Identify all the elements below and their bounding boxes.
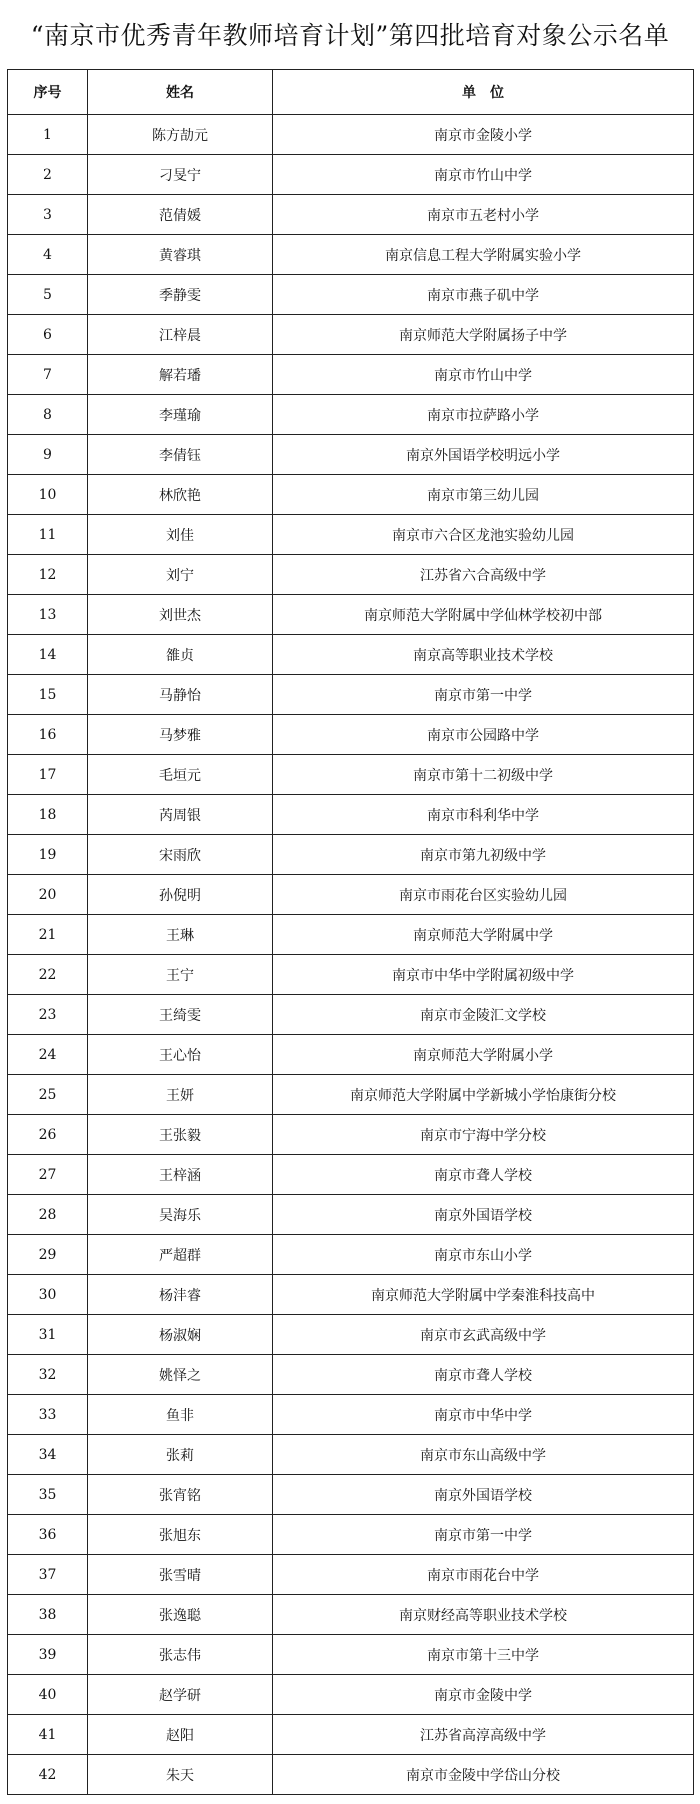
row-name: 赵学研: [88, 1675, 273, 1715]
table-row: [8, 595, 694, 635]
table-row: [8, 995, 694, 1035]
row-unit: 南京市第十三中学: [273, 1635, 694, 1675]
table-row: [8, 1155, 694, 1195]
row-unit: 南京市东山小学: [273, 1235, 694, 1275]
row-name: 赵阳: [88, 1715, 273, 1755]
row-unit: 南京师范大学附属中学秦淮科技高中: [273, 1275, 694, 1315]
row-unit: 南京市中华中学: [273, 1395, 694, 1435]
table-row: [8, 1195, 694, 1235]
row-name: 宋雨欣: [88, 835, 273, 875]
table-row: [8, 275, 694, 315]
row-serial-number: 10: [8, 475, 88, 515]
row-name: 鱼非: [88, 1395, 273, 1435]
row-name: 王宁: [88, 955, 273, 995]
row-unit: 南京师范大学附属小学: [273, 1035, 694, 1075]
table-row: [8, 715, 694, 755]
table-row: [8, 635, 694, 675]
row-unit: 南京市第十二初级中学: [273, 755, 694, 795]
row-serial-number: 20: [8, 875, 88, 915]
row-serial-number: 1: [8, 115, 88, 155]
row-serial-number: 31: [8, 1315, 88, 1355]
row-name: 芮周银: [88, 795, 273, 835]
row-name: 马静怡: [88, 675, 273, 715]
row-unit: 江苏省高淳高级中学: [273, 1715, 694, 1755]
row-unit: 南京外国语学校明远小学: [273, 435, 694, 475]
table-row: [8, 235, 694, 275]
row-serial-number: 27: [8, 1155, 88, 1195]
table-row: [8, 355, 694, 395]
row-name: 毛垣元: [88, 755, 273, 795]
row-unit: 南京市玄武高级中学: [273, 1315, 694, 1355]
document-title: “南京市优秀青年教师培育计划”第四批培育对象公示名单: [30, 21, 670, 50]
row-unit: 南京外国语学校: [273, 1195, 694, 1235]
row-serial-number: 37: [8, 1555, 88, 1595]
row-unit: 南京市雨花台中学: [273, 1555, 694, 1595]
row-name: 王妍: [88, 1075, 273, 1115]
table-row: [8, 835, 694, 875]
row-serial-number: 28: [8, 1195, 88, 1235]
table-row: [8, 1755, 694, 1795]
row-name: 张莉: [88, 1435, 273, 1475]
row-serial-number: 8: [8, 395, 88, 435]
row-serial-number: 40: [8, 1675, 88, 1715]
row-unit: 南京市六合区龙池实验幼儿园: [273, 515, 694, 555]
row-name: 王琳: [88, 915, 273, 955]
row-name: 刘宁: [88, 555, 273, 595]
row-unit: 南京市第三幼儿园: [273, 475, 694, 515]
row-name: 张旭东: [88, 1515, 273, 1555]
table-row: [8, 1515, 694, 1555]
row-serial-number: 22: [8, 955, 88, 995]
table-row: [8, 1235, 694, 1275]
row-name: 黄睿琪: [88, 235, 273, 275]
row-serial-number: 35: [8, 1475, 88, 1515]
row-name: 张志伟: [88, 1635, 273, 1675]
row-name: 林欣艳: [88, 475, 273, 515]
table-row: [8, 1075, 694, 1115]
row-serial-number: 24: [8, 1035, 88, 1075]
row-unit: 南京市燕子矶中学: [273, 275, 694, 315]
table-row: [8, 915, 694, 955]
row-serial-number: 15: [8, 675, 88, 715]
row-unit: 南京高等职业技术学校: [273, 635, 694, 675]
table-row: [8, 1675, 694, 1715]
table-row: [8, 515, 694, 555]
table-row: [8, 1635, 694, 1675]
row-name: 王绮雯: [88, 995, 273, 1035]
row-name: 严超群: [88, 1235, 273, 1275]
row-name: 李瑾瑜: [88, 395, 273, 435]
table-row: [8, 1315, 694, 1355]
row-unit: 南京市金陵中学: [273, 1675, 694, 1715]
row-unit: 南京市聋人学校: [273, 1355, 694, 1395]
table-row: [8, 1555, 694, 1595]
table-row: [8, 1355, 694, 1395]
table-row: [8, 395, 694, 435]
row-serial-number: 6: [8, 315, 88, 355]
row-serial-number: 36: [8, 1515, 88, 1555]
row-unit: 江苏省六合高级中学: [273, 555, 694, 595]
table-body: [8, 115, 694, 1795]
table-row: [8, 1275, 694, 1315]
header-unit: 单 位: [273, 70, 694, 115]
row-unit: 南京市金陵小学: [273, 115, 694, 155]
row-name: 王心怡: [88, 1035, 273, 1075]
row-name: 孙倪明: [88, 875, 273, 915]
row-unit: 南京市科利华中学: [273, 795, 694, 835]
table-row: [8, 675, 694, 715]
row-serial-number: 13: [8, 595, 88, 635]
row-serial-number: 4: [8, 235, 88, 275]
row-serial-number: 2: [8, 155, 88, 195]
row-serial-number: 7: [8, 355, 88, 395]
row-unit: 南京市雨花台区实验幼儿园: [273, 875, 694, 915]
row-unit: 南京师范大学附属中学新城小学怡康街分校: [273, 1075, 694, 1115]
row-name: 范倩媛: [88, 195, 273, 235]
header-serial-number: 序号: [8, 70, 88, 115]
row-name: 张逸聪: [88, 1595, 273, 1635]
table-row: [8, 435, 694, 475]
row-unit: 南京外国语学校: [273, 1475, 694, 1515]
row-unit: 南京市聋人学校: [273, 1155, 694, 1195]
row-unit: 南京市公园路中学: [273, 715, 694, 755]
table-row: [8, 555, 694, 595]
table-row: [8, 315, 694, 355]
row-unit: 南京师范大学附属扬子中学: [273, 315, 694, 355]
row-unit: 南京市第九初级中学: [273, 835, 694, 875]
row-serial-number: 39: [8, 1635, 88, 1675]
row-serial-number: 42: [8, 1755, 88, 1795]
row-serial-number: 18: [8, 795, 88, 835]
row-serial-number: 21: [8, 915, 88, 955]
roster-table: [7, 69, 694, 1795]
row-unit: 南京市第一中学: [273, 675, 694, 715]
table-row: [8, 1395, 694, 1435]
row-unit: 南京师范大学附属中学仙林学校初中部: [273, 595, 694, 635]
row-name: 李倩钰: [88, 435, 273, 475]
row-serial-number: 33: [8, 1395, 88, 1435]
row-serial-number: 17: [8, 755, 88, 795]
row-name: 王梓涵: [88, 1155, 273, 1195]
table-row: [8, 475, 694, 515]
row-serial-number: 14: [8, 635, 88, 675]
table-row: [8, 1115, 694, 1155]
row-unit: 南京信息工程大学附属实验小学: [273, 235, 694, 275]
row-name: 王张毅: [88, 1115, 273, 1155]
row-serial-number: 16: [8, 715, 88, 755]
row-name: 马梦雅: [88, 715, 273, 755]
row-serial-number: 30: [8, 1275, 88, 1315]
row-name: 姚怿之: [88, 1355, 273, 1395]
table-row: [8, 115, 694, 155]
row-serial-number: 9: [8, 435, 88, 475]
row-serial-number: 26: [8, 1115, 88, 1155]
row-unit: 南京师范大学附属中学: [273, 915, 694, 955]
row-name: 刘世杰: [88, 595, 273, 635]
row-unit: 南京市中华中学附属初级中学: [273, 955, 694, 995]
row-serial-number: 5: [8, 275, 88, 315]
row-name: 雒贞: [88, 635, 273, 675]
row-name: 解若璠: [88, 355, 273, 395]
table-row: [8, 755, 694, 795]
table-row: [8, 195, 694, 235]
row-unit: 南京市五老村小学: [273, 195, 694, 235]
row-name: 朱天: [88, 1755, 273, 1795]
row-unit: 南京市金陵汇文学校: [273, 995, 694, 1035]
row-serial-number: 25: [8, 1075, 88, 1115]
row-unit: 南京市宁海中学分校: [273, 1115, 694, 1155]
row-name: 杨沣睿: [88, 1275, 273, 1315]
table-header-row: [8, 70, 694, 115]
row-serial-number: 38: [8, 1595, 88, 1635]
table-row: [8, 1475, 694, 1515]
row-serial-number: 19: [8, 835, 88, 875]
row-serial-number: 3: [8, 195, 88, 235]
row-name: 季静雯: [88, 275, 273, 315]
row-serial-number: 12: [8, 555, 88, 595]
header-name: 姓名: [88, 70, 273, 115]
row-unit: 南京市第一中学: [273, 1515, 694, 1555]
table-row: [8, 795, 694, 835]
row-name: 江梓晨: [88, 315, 273, 355]
row-name: 张雪晴: [88, 1555, 273, 1595]
table-row: [8, 155, 694, 195]
row-name: 张宵铭: [88, 1475, 273, 1515]
row-unit: 南京市东山高级中学: [273, 1435, 694, 1475]
row-serial-number: 29: [8, 1235, 88, 1275]
row-serial-number: 34: [8, 1435, 88, 1475]
row-serial-number: 23: [8, 995, 88, 1035]
table-row: [8, 1715, 694, 1755]
row-name: 刁旻宁: [88, 155, 273, 195]
row-serial-number: 32: [8, 1355, 88, 1395]
row-unit: 南京市金陵中学岱山分校: [273, 1755, 694, 1795]
table-row: [8, 955, 694, 995]
row-serial-number: 41: [8, 1715, 88, 1755]
table-row: [8, 1035, 694, 1075]
row-name: 刘佳: [88, 515, 273, 555]
row-unit: 南京市竹山中学: [273, 355, 694, 395]
row-unit: 南京市拉萨路小学: [273, 395, 694, 435]
table-row: [8, 1435, 694, 1475]
row-unit: 南京财经高等职业技术学校: [273, 1595, 694, 1635]
row-name: 杨淑娴: [88, 1315, 273, 1355]
table-row: [8, 1595, 694, 1635]
row-unit: 南京市竹山中学: [273, 155, 694, 195]
row-serial-number: 11: [8, 515, 88, 555]
row-name: 吴海乐: [88, 1195, 273, 1235]
table-row: [8, 875, 694, 915]
row-name: 陈方劼元: [88, 115, 273, 155]
